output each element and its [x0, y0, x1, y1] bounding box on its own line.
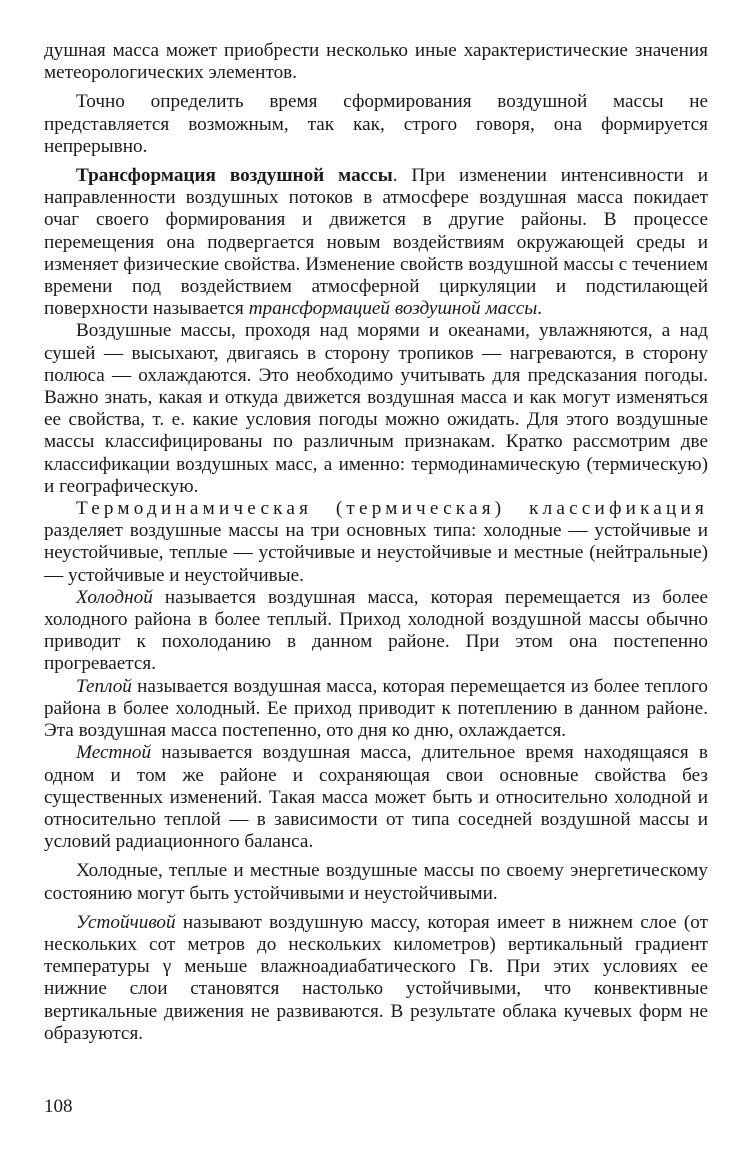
thermodynamic-text: разделяет воздушные массы на три основных типа: холодные — устойчивые и неустойчивые, теплые — устойчивые и неустойчивые и местные (нейтральные) — устойчивые и неустойчивые. [44, 520, 708, 586]
paragraph-formation-time: Точно определить время сформирования воздушной массы не представляется возможным, так как, строго говоря, она формируется непрерывно. [44, 91, 708, 157]
term-warm: Теплой [76, 675, 132, 697]
cold-text: называется воздушная масса, которая перемещается из более холодного района в более теплый. Приход холодной воздушной массы обычно приводит к похолоданию в данном районе. При этом она постепенно прогревается. [44, 586, 708, 675]
paragraph-cold [44, 587, 708, 676]
paragraph-thermodynamic [44, 498, 708, 587]
page-number: 108 [44, 1096, 73, 1117]
paragraph-warm [44, 676, 708, 743]
warm-text: называется воздушная масса, которая перемещается из более теплого района в более холодный. Ее приход приводит к потеплению в данном районе. Эта воздушная масса постепенно, ото дня ко дню, охлаждается. [44, 675, 708, 742]
transformation-text-a: . При изменении интенсивности и направленности воздушных потоков в атмосфере воздушная масса покидает очаг своего формирования и движется в другие районы. В процессе перемещения она подвергается новым воздействиям окружающей среды и изменяет физические свойства. Изменение свойств воздушной массы с течением времени под воздействием атмосферной циркуляции и подстилающей поверхности называется [44, 165, 708, 320]
spaced-term-thermodynamic: Термодинамическая (термическая) классификация [76, 498, 708, 520]
term-stable: Устойчивой [76, 911, 176, 933]
paragraph-continuation: душная масса может приобрести несколько иные характеристические значения метеорологических элементов. [44, 40, 708, 84]
page-body [44, 40, 708, 1045]
paragraph-air-masses: Воздушные массы, проходя над морями и океанами, увлажняются, а над сушей — высыхают, двигаясь в сторону тропиков — нагреваются, в сторону полюса — охлаждаются. Это необходимо учитывать для предсказания погоды. Важно знать, какая и откуда движется воздушная масса и как могут изменяться ее свойства, т. е. какие условия погоды можно ожидать. Для этого воздушные массы классифицированы по различным признакам. Кратко рассмотрим две классификации воздушных масс, а именно: термодинамическую (термическую) и географическую. [44, 320, 708, 497]
paragraph-stable [44, 912, 708, 1045]
term-cold: Холодной [76, 586, 153, 608]
local-text: называется воздушная масса, длительное время находящаяся в одном и том же районе и сохраняющая свои основные свойства без существенных изменений. Такая масса может быть и относительно холодной и относительно теплой — в зависимости от типа соседней воздушной массы и условий радиационного баланса. [44, 742, 708, 853]
paragraph-transformation [44, 165, 708, 320]
term-local: Местной [76, 742, 152, 764]
section-heading-transformation: Трансформация воздушной массы [76, 165, 393, 187]
transformation-text-b: . [537, 298, 543, 320]
term-transformation: трансформацией воздушной массы [248, 298, 538, 320]
paragraph-stability: Холодные, теплые и местные воздушные массы по своему энергетическому состоянию могут быть устойчивыми и неустойчивыми. [44, 860, 708, 904]
paragraph-local [44, 742, 708, 853]
stable-text: называют воздушную массу, которая имеет в нижнем слое (от нескольких сот метров до нескольких километров) вертикальный градиент температуры γ меньше влажноадиабатического Гв. При этих условиях ее нижние слои становятся настолько устойчивыми, что конвективные вертикальные движения не развиваются. В результате облака кучевых форм не образуются. [44, 911, 708, 1044]
